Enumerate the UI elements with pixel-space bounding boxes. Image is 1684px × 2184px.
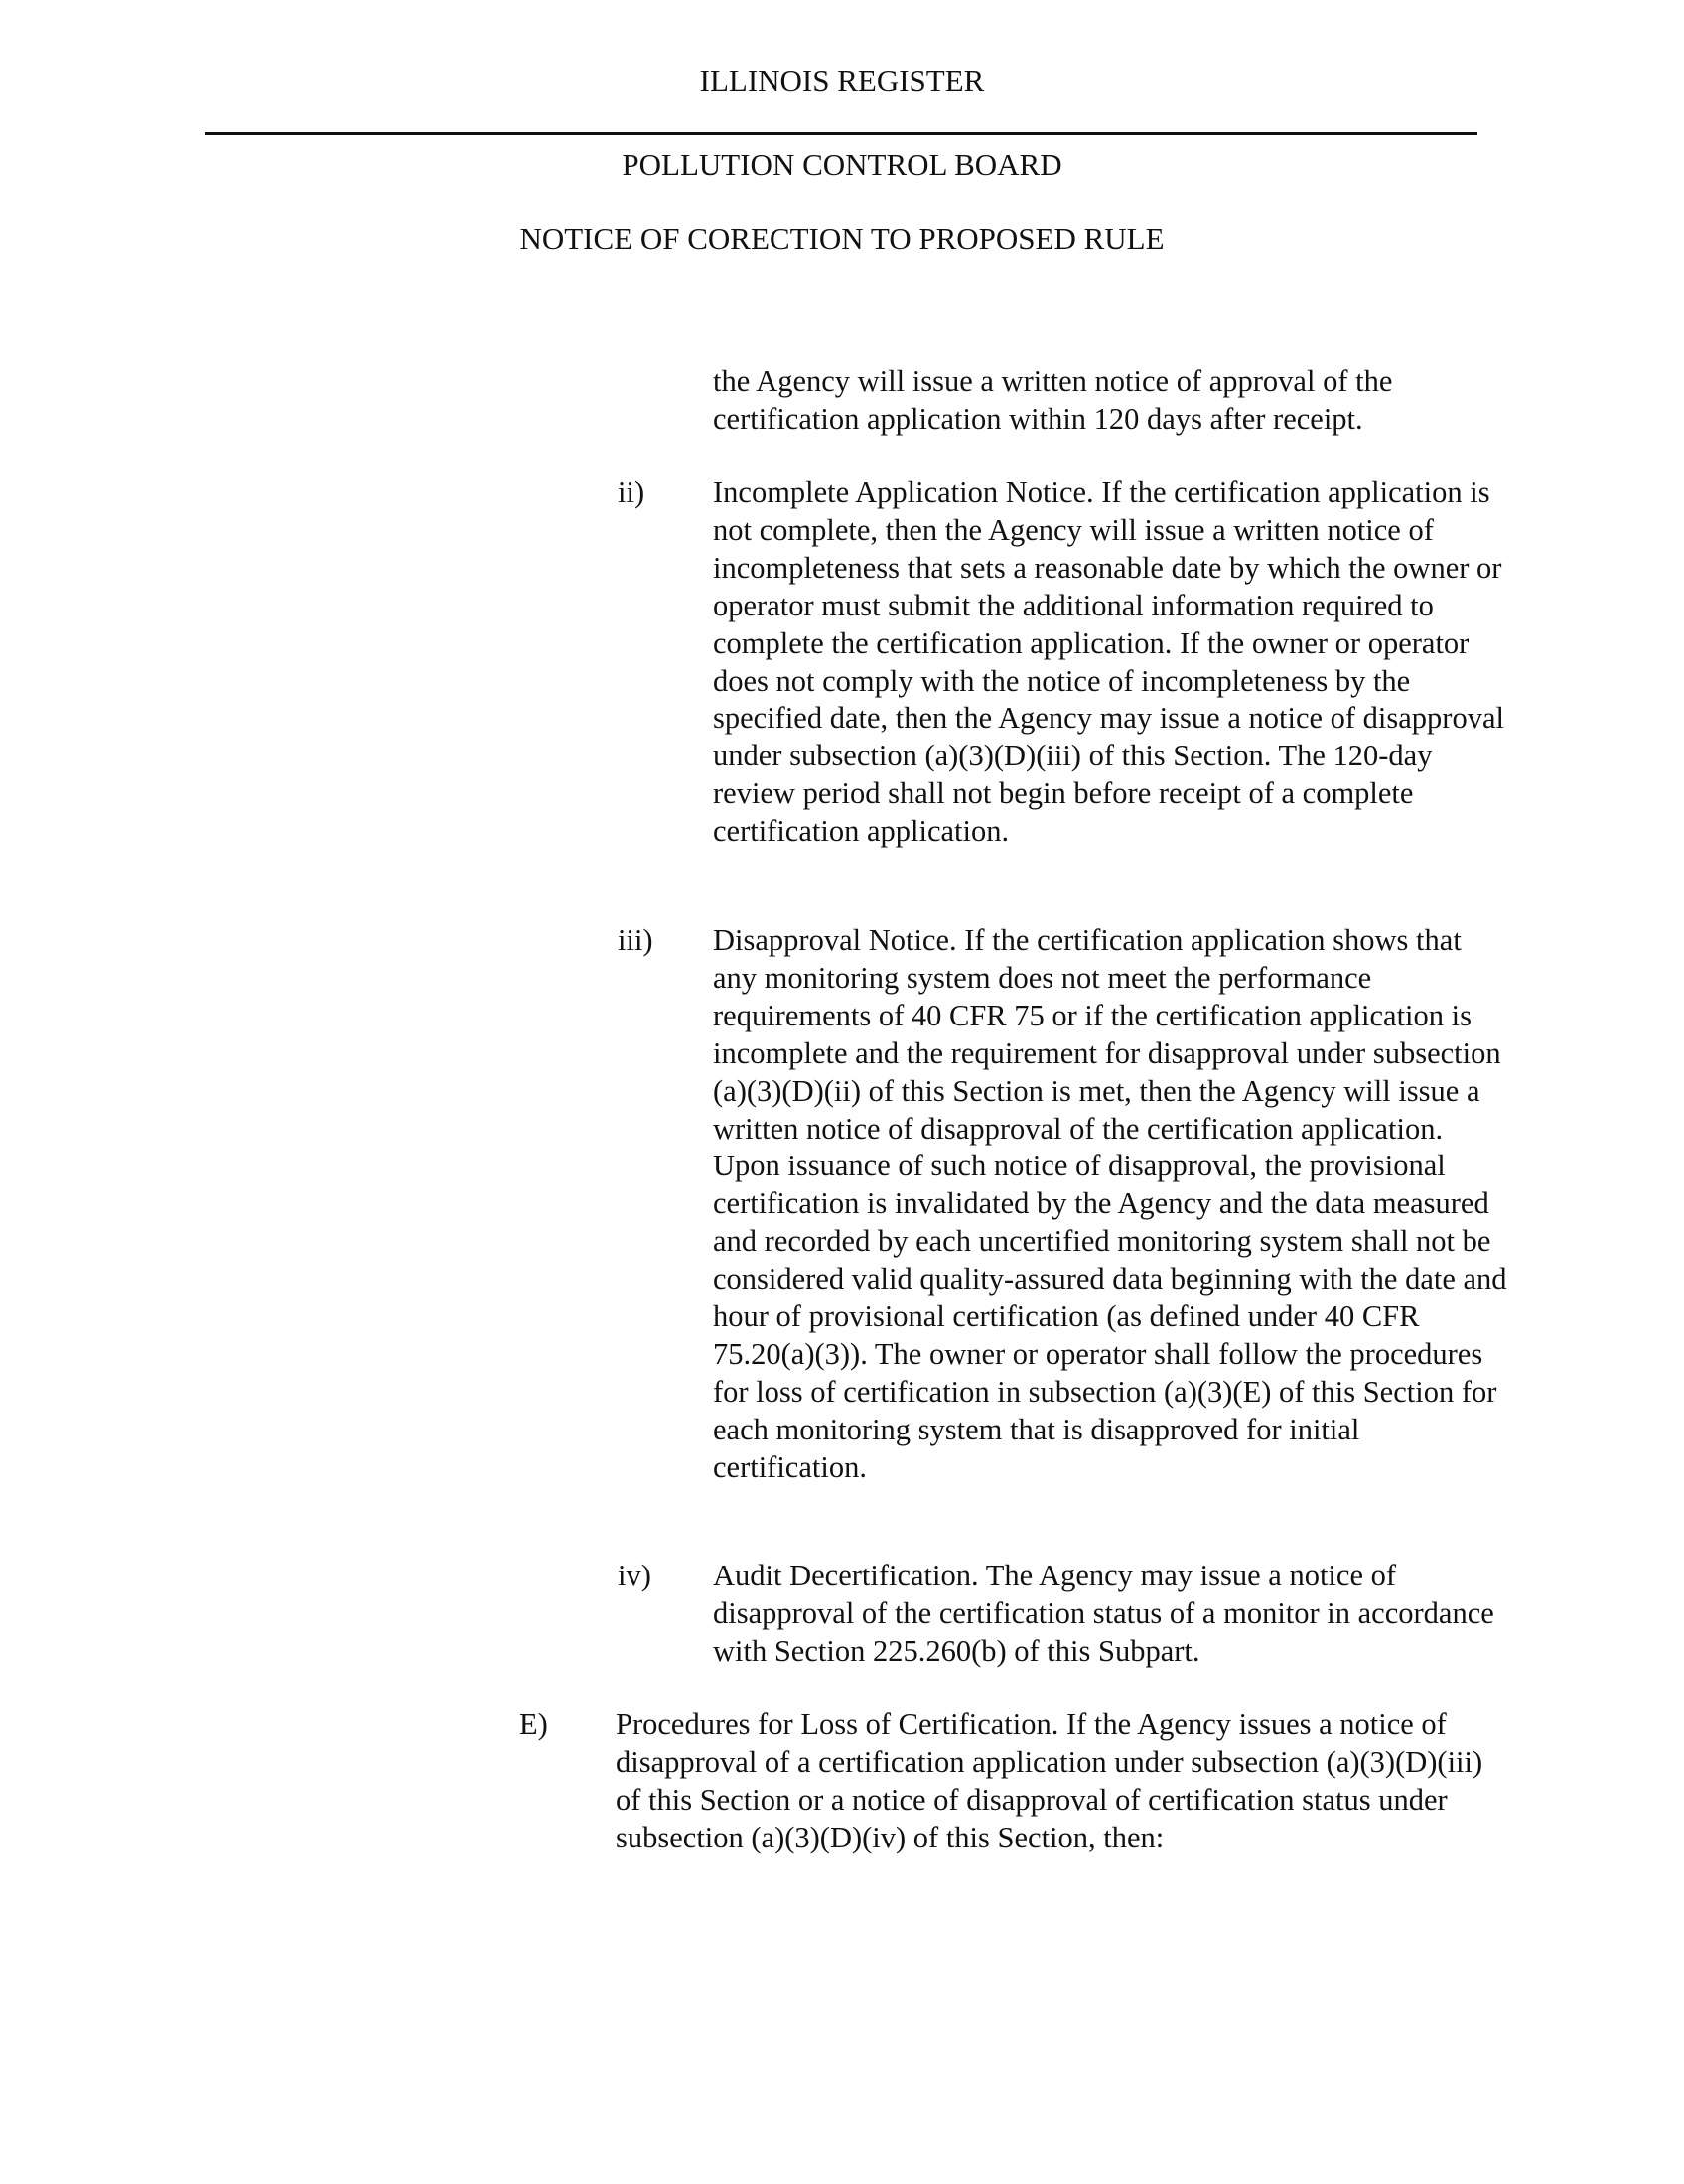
item-label-iv: iv) — [618, 1559, 651, 1592]
item-label-ii: ii) — [618, 476, 645, 509]
item-text-iv: Audit Decertification. The Agency may issue a notice of disapproval of the certification status of a monitor in accordance with Section 225.260(b) of this Subpart. — [713, 1559, 1494, 1668]
register-title: ILLINOIS REGISTER — [699, 64, 985, 98]
board-title: POLLUTION CONTROL BOARD — [622, 147, 1062, 182]
item-text-ii: Incomplete Application Notice. If the certification application is not complete, then the Agency will issue a written notice of incompleteness that sets a reasonable date by which the owner or operator must submit the additional information required to complete the certification application. If the owner or operator does not comply with the notice of incompleteness by the specified date, then the Agency may issue a notice of disapproval under subsection (a)(3)(D)(iii) of this Section. The 120-day review period shall not begin before receipt of a complete certification application. — [713, 476, 1504, 849]
item-label-iii: iii) — [618, 923, 653, 957]
header-rule — [205, 132, 1477, 135]
notice-title: NOTICE OF CORECTION TO PROPOSED RULE — [519, 221, 1165, 256]
continuation-paragraph: the Agency will issue a written notice of approval of the certification application within 120 days after receipt. — [713, 364, 1393, 436]
section-label-e: E) — [519, 1707, 548, 1741]
item-text-iii: Disapproval Notice. If the certification application shows that any monitoring system does not meet the performance requirements of 40 CFR 75 or if the certification application is incomplete and the requirement for disapproval under subsection (a)(3)(D)(ii) of this Section is met, then the Agency will issue a written notice of disapproval of the certification application. Upon issuance of such notice of disapproval, the provisional certification is invalidated by the Agency and the data measured and recorded by each uncertified monitoring system shall not be considered valid quality-assured data beginning with the date and hour of provisional certification (as defined under 40 CFR 75.20(a)(3)). The owner or operator shall follow the procedures for loss of certification in subsection (a)(3)(E) of this Section for each monitoring system that is disapproved for initial certification. — [713, 923, 1507, 1484]
section-text-e: Procedures for Loss of Certification. If the Agency issues a notice of disapproval of a certification application under subsection (a)(3)(D)(iii) of this Section or a notice of disapproval of certification status under subsection (a)(3)(D)(iv) of this Section, then: — [616, 1707, 1483, 1854]
